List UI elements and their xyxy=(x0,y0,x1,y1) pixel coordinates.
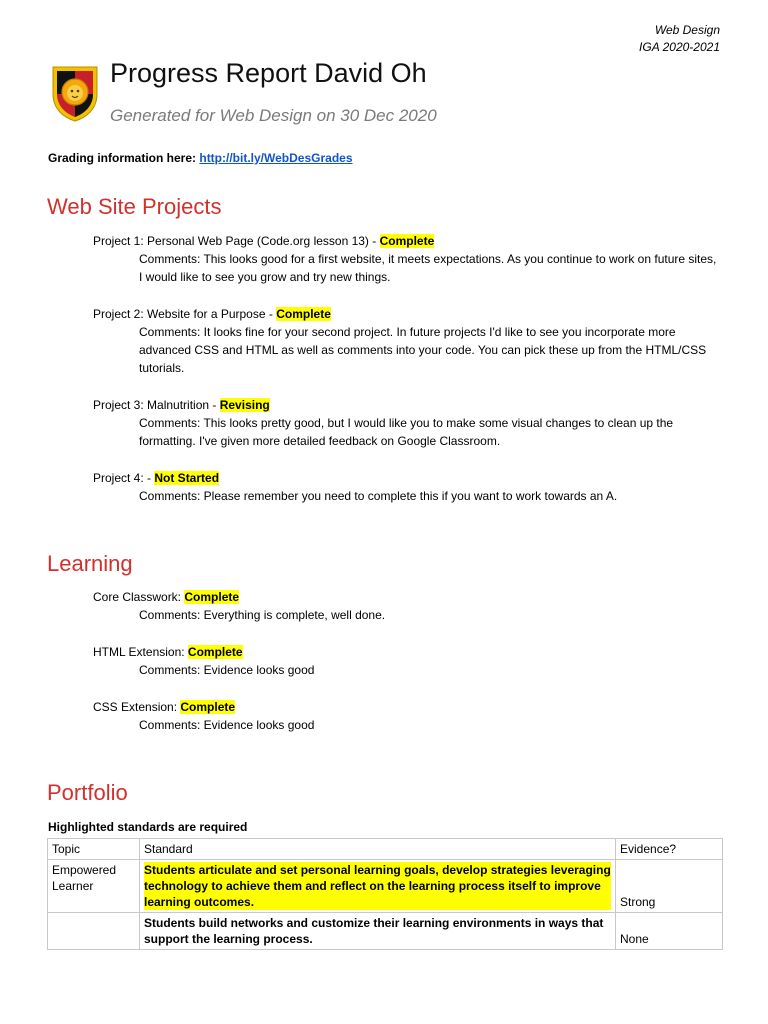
lion-shield-crest-icon xyxy=(51,64,99,122)
portfolio-note: Highlighted standards are required xyxy=(48,820,248,834)
project-item xyxy=(93,305,719,377)
status-badge: Complete xyxy=(180,700,236,714)
learning-comment: Comments: Evidence looks good xyxy=(139,718,315,732)
project-label: Project 3: Malnutrition - xyxy=(93,398,220,412)
standard-cell xyxy=(140,860,616,913)
section-heading-projects: Web Site Projects xyxy=(47,194,222,219)
project-label: Project 2: Website for a Purpose - xyxy=(93,307,277,321)
project-item xyxy=(93,396,719,450)
learning-comment: Comments: Evidence looks good xyxy=(139,663,315,677)
page-subtitle: Generated for Web Design on 30 Dec 2020 xyxy=(110,106,437,125)
project-label: Project 4: - xyxy=(93,471,155,485)
required-standard-text: Students articulate and set personal learning goals, develop strategies leveraging technology to achieve them and reflect on the learning process itself to improve learning outcomes. xyxy=(144,863,611,909)
table-row xyxy=(48,860,723,913)
grading-info xyxy=(48,151,353,165)
evidence-cell: Strong xyxy=(616,860,723,913)
learning-comment: Comments: Everything is complete, well done. xyxy=(139,608,386,622)
project-comment: Comments: This looks pretty good, but I would like you to make some visual changes to clean up the formatting. I've given more detailed feedback on Google Classroom. xyxy=(139,416,674,448)
column-header-standard: Standard xyxy=(140,839,616,860)
standard-text: Students build networks and customize their learning environments in ways that support the learning process. xyxy=(144,916,604,946)
page-title: Progress Report David Oh xyxy=(110,58,427,88)
learning-label: Core Classwork: xyxy=(93,590,185,604)
header-session: IGA 2020-2021 xyxy=(639,40,720,54)
status-badge: Complete xyxy=(184,590,240,604)
learning-item xyxy=(93,698,719,734)
column-header-evidence: Evidence? xyxy=(616,839,723,860)
grading-link[interactable]: http://bit.ly/WebDesGrades xyxy=(199,151,353,165)
status-badge: Revising xyxy=(219,398,270,412)
project-item xyxy=(93,469,719,505)
status-badge: Complete xyxy=(276,307,331,321)
learning-label: HTML Extension: xyxy=(93,645,188,659)
learning-label: CSS Extension: xyxy=(93,700,181,714)
project-comment: Comments: This looks good for a first website, it meets expectations. As you continue to work on future sites, I would like to see you grow and try new things. xyxy=(139,252,717,284)
standard-cell xyxy=(140,913,616,950)
column-header-topic: Topic xyxy=(48,839,140,860)
status-badge: Not Started xyxy=(154,471,220,485)
grading-label: Grading information here: xyxy=(48,151,197,165)
section-heading-portfolio: Portfolio xyxy=(47,780,128,805)
table-row xyxy=(48,913,723,950)
project-comment: Comments: Please remember you need to complete this if you want to work towards an A. xyxy=(139,489,618,503)
evidence-cell: None xyxy=(616,913,723,950)
project-item xyxy=(93,232,719,286)
status-badge: Complete xyxy=(379,234,435,248)
header-course: Web Design xyxy=(654,23,720,37)
project-label: Project 1: Personal Web Page (Code.org lesson 13) - xyxy=(93,234,380,248)
document-header xyxy=(639,22,720,56)
project-comment: Comments: It looks fine for your second project. In future projects I'd like to see you incorporate more advanced CSS and HTML as well as comments into your code. You can pick these up from the HTML/CSS tutorials. xyxy=(139,325,707,375)
section-heading-learning: Learning xyxy=(47,551,133,576)
learning-item xyxy=(93,643,719,679)
status-badge: Complete xyxy=(187,645,243,659)
topic-cell xyxy=(48,913,140,950)
portfolio-table xyxy=(47,838,723,950)
learning-item xyxy=(93,588,719,624)
table-header-row xyxy=(48,839,723,860)
topic-cell: Empowered Learner xyxy=(48,860,140,913)
